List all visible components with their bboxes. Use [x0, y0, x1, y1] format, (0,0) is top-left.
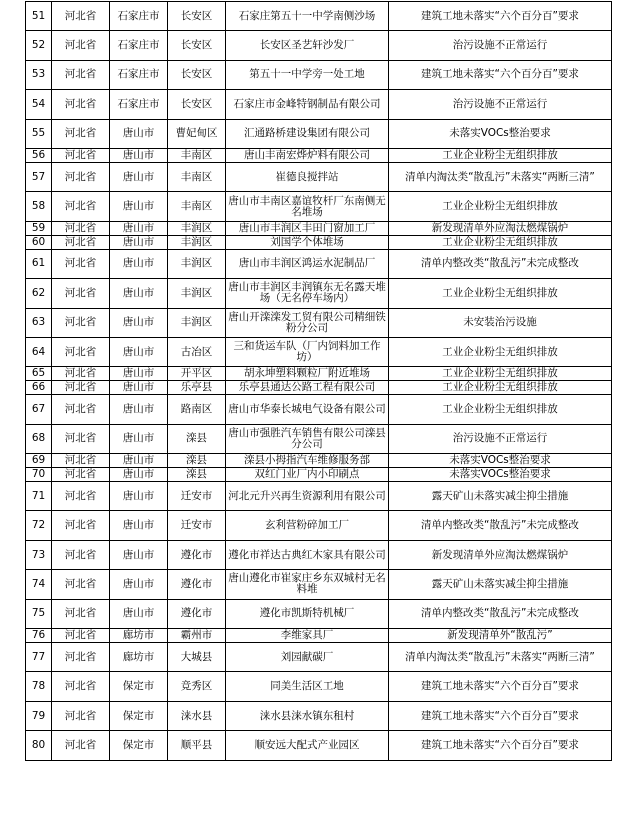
province-cell: 河北省 [52, 119, 110, 148]
enterprise-name-cell: 唐山市丰润区丰田门窗加工厂 [226, 221, 389, 235]
city-cell: 廊坊市 [110, 643, 168, 672]
province-cell: 河北省 [52, 701, 110, 730]
city-cell: 石家庄市 [110, 60, 168, 89]
province-cell: 河北省 [52, 192, 110, 221]
enterprise-name-cell: 三和货运车队（厂内饲料加工作坊） [226, 337, 389, 366]
table-row [26, 468, 612, 482]
enterprise-name-cell: 唐山开滦滦发工贸有限公司精细铁粉分公司 [226, 308, 389, 337]
table-row [26, 599, 612, 628]
row-number: 72 [26, 511, 52, 540]
city-cell: 唐山市 [110, 119, 168, 148]
city-cell: 唐山市 [110, 337, 168, 366]
issue-cell: 未落实VOCs整治要求 [389, 119, 612, 148]
issue-cell: 建筑工地未落实“六个百分百”要求 [389, 701, 612, 730]
enterprise-name-cell: 唐山市丰南区嘉谊牧杆厂东南侧无名堆场 [226, 192, 389, 221]
province-cell: 河北省 [52, 570, 110, 599]
district-cell: 长安区 [168, 31, 226, 60]
row-number: 63 [26, 308, 52, 337]
row-number: 61 [26, 249, 52, 278]
enterprise-name-cell: 胡永坤塑料颗粒厂附近堆场 [226, 367, 389, 381]
province-cell: 河北省 [52, 31, 110, 60]
province-cell: 河北省 [52, 424, 110, 453]
table-row [26, 308, 612, 337]
issue-cell: 清单内淘汰类“散乱污”未落实“两断三清” [389, 643, 612, 672]
district-cell: 竞秀区 [168, 672, 226, 701]
city-cell: 唐山市 [110, 424, 168, 453]
enterprise-name-cell: 刘园献碳厂 [226, 643, 389, 672]
enterprise-name-cell: 第五十一中学旁一处工地 [226, 60, 389, 89]
district-cell: 大城县 [168, 643, 226, 672]
district-cell: 遵化市 [168, 570, 226, 599]
row-number: 76 [26, 629, 52, 643]
province-cell: 河北省 [52, 629, 110, 643]
enterprise-name-cell: 石家庄第五十一中学南侧沙场 [226, 2, 389, 31]
province-cell: 河北省 [52, 249, 110, 278]
city-cell: 唐山市 [110, 482, 168, 511]
enterprise-name-cell: 汇通路桥建设集团有限公司 [226, 119, 389, 148]
issue-cell: 工业企业粉尘无组织排放 [389, 395, 612, 424]
city-cell: 唐山市 [110, 367, 168, 381]
city-cell: 唐山市 [110, 511, 168, 540]
table-row [26, 148, 612, 162]
table-row [26, 570, 612, 599]
city-cell: 唐山市 [110, 454, 168, 468]
issue-cell: 清单内整改类“散乱污”未完成整改 [389, 599, 612, 628]
enterprise-name-cell: 崔德良搅拌站 [226, 162, 389, 191]
issue-cell: 未安装治污设施 [389, 308, 612, 337]
district-cell: 丰润区 [168, 249, 226, 278]
row-number: 52 [26, 31, 52, 60]
enterprise-name-cell: 顺安远大配式产业园区 [226, 731, 389, 760]
province-cell: 河北省 [52, 643, 110, 672]
district-cell: 古冶区 [168, 337, 226, 366]
enterprise-name-cell: 双红门业厂内小印刷点 [226, 468, 389, 482]
row-number: 74 [26, 570, 52, 599]
city-cell: 唐山市 [110, 249, 168, 278]
province-cell: 河北省 [52, 381, 110, 395]
row-number: 79 [26, 701, 52, 730]
row-number: 68 [26, 424, 52, 453]
row-number: 60 [26, 235, 52, 249]
row-number: 56 [26, 148, 52, 162]
row-number: 71 [26, 482, 52, 511]
table-row [26, 643, 612, 672]
issue-cell: 清单内整改类“散乱污”未完成整改 [389, 511, 612, 540]
issue-cell: 建筑工地未落实“六个百分百”要求 [389, 672, 612, 701]
row-number: 77 [26, 643, 52, 672]
enterprise-name-cell: 李维家具厂 [226, 629, 389, 643]
enterprise-name-cell: 遵化市祥达古典红木家具有限公司 [226, 540, 389, 569]
district-cell: 涞水县 [168, 701, 226, 730]
enterprise-name-cell: 乐亭县通达公路工程有限公司 [226, 381, 389, 395]
issue-cell: 新发现清单外应淘汰燃煤锅炉 [389, 221, 612, 235]
district-cell: 曹妃甸区 [168, 119, 226, 148]
row-number: 70 [26, 468, 52, 482]
row-number: 80 [26, 731, 52, 760]
row-number: 64 [26, 337, 52, 366]
district-cell: 长安区 [168, 90, 226, 119]
city-cell: 唐山市 [110, 221, 168, 235]
table-row [26, 119, 612, 148]
province-cell: 河北省 [52, 454, 110, 468]
enterprise-name-cell: 唐山市华泰长城电气设备有限公司 [226, 395, 389, 424]
table-row [26, 701, 612, 730]
table-body [26, 2, 612, 761]
enterprise-name-cell: 长安区圣艺轩沙发厂 [226, 31, 389, 60]
enterprise-name-cell: 唐山市强胜汽车销售有限公司滦县分公司 [226, 424, 389, 453]
enterprise-name-cell: 唐山丰南宏烨炉料有限公司 [226, 148, 389, 162]
issue-cell: 建筑工地未落实“六个百分百”要求 [389, 60, 612, 89]
issue-cell: 清单内整改类“散乱污”未完成整改 [389, 249, 612, 278]
district-cell: 丰润区 [168, 221, 226, 235]
issue-cell: 工业企业粉尘无组织排放 [389, 148, 612, 162]
city-cell: 唐山市 [110, 395, 168, 424]
row-number: 55 [26, 119, 52, 148]
city-cell: 保定市 [110, 701, 168, 730]
province-cell: 河北省 [52, 148, 110, 162]
enterprise-name-cell: 滦县小拇指汽车维修服务部 [226, 454, 389, 468]
table-row [26, 381, 612, 395]
table-row [26, 731, 612, 760]
province-cell: 河北省 [52, 395, 110, 424]
district-cell: 丰润区 [168, 279, 226, 308]
table-row [26, 367, 612, 381]
row-number: 73 [26, 540, 52, 569]
province-cell: 河北省 [52, 731, 110, 760]
district-cell: 滦县 [168, 454, 226, 468]
table-row [26, 60, 612, 89]
table-row [26, 192, 612, 221]
district-cell: 顺平县 [168, 731, 226, 760]
district-cell: 迁安市 [168, 482, 226, 511]
city-cell: 唐山市 [110, 148, 168, 162]
province-cell: 河北省 [52, 367, 110, 381]
row-number: 65 [26, 367, 52, 381]
row-number: 66 [26, 381, 52, 395]
table-row [26, 511, 612, 540]
district-cell: 滦县 [168, 468, 226, 482]
issue-cell: 未落实VOCs整治要求 [389, 468, 612, 482]
table-row [26, 90, 612, 119]
issue-cell: 未落实VOCs整治要求 [389, 454, 612, 468]
province-cell: 河北省 [52, 482, 110, 511]
enterprise-name-cell: 河北元升兴再生资源利用有限公司 [226, 482, 389, 511]
city-cell: 唐山市 [110, 540, 168, 569]
city-cell: 保定市 [110, 672, 168, 701]
table-row [26, 162, 612, 191]
district-cell: 路南区 [168, 395, 226, 424]
province-cell: 河北省 [52, 599, 110, 628]
table-row [26, 337, 612, 366]
city-cell: 唐山市 [110, 570, 168, 599]
enterprise-name-cell: 同美生活区工地 [226, 672, 389, 701]
province-cell: 河北省 [52, 511, 110, 540]
table-row [26, 424, 612, 453]
city-cell: 唐山市 [110, 235, 168, 249]
district-cell: 丰润区 [168, 308, 226, 337]
city-cell: 唐山市 [110, 381, 168, 395]
district-cell: 遵化市 [168, 599, 226, 628]
enterprise-name-cell: 唐山市丰润区鸿运水泥制品厂 [226, 249, 389, 278]
table-row [26, 221, 612, 235]
issue-cell: 治污设施不正常运行 [389, 31, 612, 60]
table-row [26, 31, 612, 60]
district-cell: 长安区 [168, 60, 226, 89]
enterprise-name-cell: 遵化市凯斯特机械厂 [226, 599, 389, 628]
province-cell: 河北省 [52, 540, 110, 569]
city-cell: 石家庄市 [110, 31, 168, 60]
enterprise-name-cell: 唐山遵化市崔家庄乡东双城村无名料堆 [226, 570, 389, 599]
enterprise-name-cell: 玄利营粉碎加工厂 [226, 511, 389, 540]
district-cell: 开平区 [168, 367, 226, 381]
district-cell: 长安区 [168, 2, 226, 31]
row-number: 59 [26, 221, 52, 235]
province-cell: 河北省 [52, 279, 110, 308]
district-cell: 遵化市 [168, 540, 226, 569]
issue-cell: 工业企业粉尘无组织排放 [389, 337, 612, 366]
row-number: 62 [26, 279, 52, 308]
district-cell: 滦县 [168, 424, 226, 453]
table-row [26, 540, 612, 569]
city-cell: 唐山市 [110, 192, 168, 221]
province-cell: 河北省 [52, 337, 110, 366]
table-row [26, 629, 612, 643]
table-row [26, 279, 612, 308]
district-cell: 丰南区 [168, 162, 226, 191]
province-cell: 河北省 [52, 60, 110, 89]
city-cell: 石家庄市 [110, 90, 168, 119]
district-cell: 丰润区 [168, 235, 226, 249]
issue-cell: 治污设施不正常运行 [389, 90, 612, 119]
city-cell: 唐山市 [110, 468, 168, 482]
province-cell: 河北省 [52, 221, 110, 235]
issue-cell: 新发现清单外应淘汰燃煤锅炉 [389, 540, 612, 569]
district-cell: 丰南区 [168, 192, 226, 221]
table-row [26, 235, 612, 249]
province-cell: 河北省 [52, 308, 110, 337]
row-number: 75 [26, 599, 52, 628]
issue-cell: 工业企业粉尘无组织排放 [389, 235, 612, 249]
enterprise-name-cell: 唐山市丰润区丰润镇东无名露天堆场（无名停车场内） [226, 279, 389, 308]
row-number: 58 [26, 192, 52, 221]
issue-cell: 治污设施不正常运行 [389, 424, 612, 453]
issue-cell: 新发现清单外“散乱污” [389, 629, 612, 643]
city-cell: 唐山市 [110, 162, 168, 191]
table-container [25, 1, 612, 761]
issue-cell: 工业企业粉尘无组织排放 [389, 279, 612, 308]
province-cell: 河北省 [52, 2, 110, 31]
row-number: 69 [26, 454, 52, 468]
table-row [26, 2, 612, 31]
enterprise-name-cell: 石家庄市金峰特钢制品有限公司 [226, 90, 389, 119]
table-row [26, 249, 612, 278]
province-cell: 河北省 [52, 468, 110, 482]
city-cell: 唐山市 [110, 599, 168, 628]
province-cell: 河北省 [52, 672, 110, 701]
district-cell: 丰南区 [168, 148, 226, 162]
row-number: 51 [26, 2, 52, 31]
table-row [26, 672, 612, 701]
city-cell: 唐山市 [110, 308, 168, 337]
city-cell: 石家庄市 [110, 2, 168, 31]
issue-cell: 露天矿山未落实减尘抑尘措施 [389, 482, 612, 511]
city-cell: 保定市 [110, 731, 168, 760]
province-cell: 河北省 [52, 90, 110, 119]
row-number: 57 [26, 162, 52, 191]
table-row [26, 395, 612, 424]
row-number: 54 [26, 90, 52, 119]
row-number: 67 [26, 395, 52, 424]
enterprise-name-cell: 涞水县涞水镇东租村 [226, 701, 389, 730]
issue-cell: 清单内淘汰类“散乱污”未落实“两断三清” [389, 162, 612, 191]
table-row [26, 482, 612, 511]
district-cell: 霸州市 [168, 629, 226, 643]
row-number: 78 [26, 672, 52, 701]
city-cell: 廊坊市 [110, 629, 168, 643]
province-cell: 河北省 [52, 235, 110, 249]
inspection-table [25, 1, 612, 761]
enterprise-name-cell: 刘国学个体堆场 [226, 235, 389, 249]
city-cell: 唐山市 [110, 279, 168, 308]
issue-cell: 露天矿山未落实减尘抑尘措施 [389, 570, 612, 599]
issue-cell: 工业企业粉尘无组织排放 [389, 192, 612, 221]
row-number: 53 [26, 60, 52, 89]
issue-cell: 工业企业粉尘无组织排放 [389, 381, 612, 395]
issue-cell: 工业企业粉尘无组织排放 [389, 367, 612, 381]
issue-cell: 建筑工地未落实“六个百分百”要求 [389, 731, 612, 760]
province-cell: 河北省 [52, 162, 110, 191]
district-cell: 乐亭县 [168, 381, 226, 395]
table-row [26, 454, 612, 468]
issue-cell: 建筑工地未落实“六个百分百”要求 [389, 2, 612, 31]
district-cell: 迁安市 [168, 511, 226, 540]
